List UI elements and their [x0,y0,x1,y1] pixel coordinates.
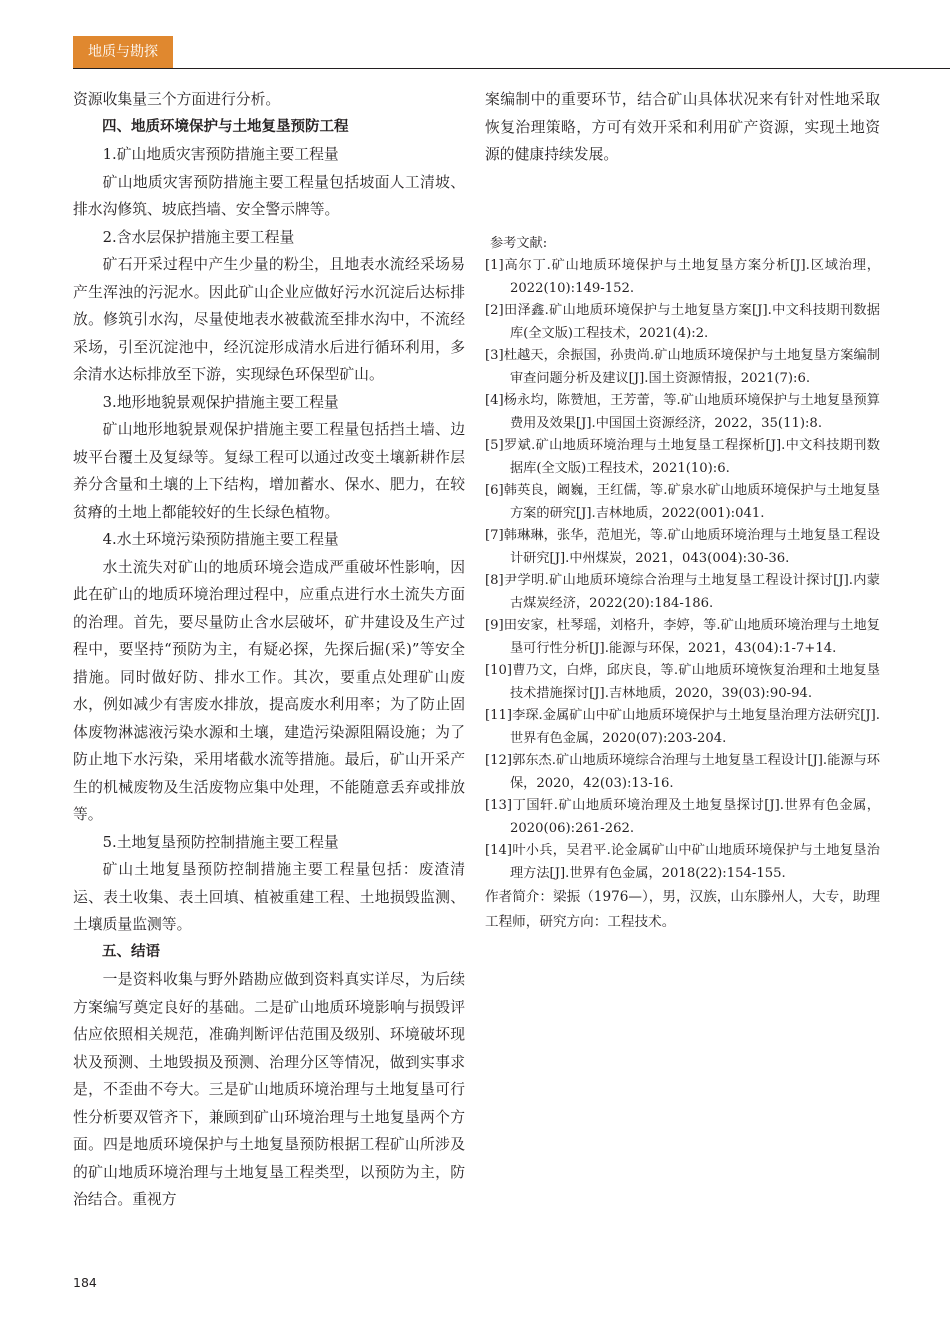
reference-item: [7]韩琳琳，张华，范旭光，等.矿山地质环境治理与土地复垦工程设计研究[J].中州煤炭，2021，043(004):30-36. [485,528,880,566]
reference-item: [9]田安家，杜琴瑶，刘格升，李婷，等.矿山地质环境治理与土地复垦可行性分析[J].能源与环保，2021，43(04):1-7+14. [485,618,880,656]
sub3-body: 矿山地形地貌景观保护措施主要工程量包括挡土墙、边坡平台覆土及复绿等。复绿工程可以通过改变土壤新耕作层养分含量和土壤的上下结构，增加蓄水、保水、肥力，在较贫瘠的土地上都能较好的生长绿色植物。 [73,421,465,521]
sub5-heading: 5.土地复垦预防控制措施主要工程量 [102,833,339,851]
reference-item: [3]杜越天，余振国，孙贵尚.矿山地质环境保护与土地复垦方案编制审查问题分析及建议[J].国土资源情报，2021(7):6. [485,348,880,386]
reference-item: [6]韩英良，阚巍，王红儒，等.矿泉水矿山地质环境保护与土地复垦方案的研究[J].吉林地质，2022(001):041. [485,483,880,521]
sub4-heading: 4.水土环境污染预防措施主要工程量 [102,531,339,548]
author-bio: 作者简介：梁振（1976—），男，汉族，山东滕州人，大专，助理工程师，研究方向：工程技术。 [485,889,880,930]
reference-item: [10]曹乃文，白烨，邱庆良，等.矿山地质环境恢复治理和土地复垦技术措施探讨[J].吉林地质，2020，39(03):90-94. [485,663,880,701]
references-section [485,233,880,886]
section5-heading: 五、结语 [102,943,160,960]
sub2-heading: 2.含水层保护措施主要工程量 [102,228,295,246]
reference-item: [12]郭东杰.矿山地质环境综合治理与土地复垦工程设计[J].能源与环保，2020，42(03):13-16. [485,753,880,791]
section4-heading: 四、地质环境保护与土地复垦预防工程 [102,118,349,135]
reference-item: [5]罗斌.矿山地质环境治理与土地复垦工程探析[J].中文科技期刊数据库(全文版)工程技术，2021(10):6. [485,438,880,476]
reference-item: [1]高尔丁.矿山地质环境保护与土地复垦方案分析[J].区域治理，2022(10):149-152. [485,258,880,296]
reference-item: [8]尹学明.矿山地质环境综合治理与土地复垦工程设计探讨[J].内蒙古煤炭经济，2022(20):184-186. [485,573,880,611]
sub2-body: 矿石开采过程中产生少量的粉尘，且地表水流经采场易产生浑浊的污泥水。因此矿山企业应做好污水沉淀后达标排放。修筑引水沟，尽量使地表水被截流至排水沟中，不流经采场，引至沉淀池中，经沉淀形成清水后进行循环利用，多余清水达标排放至下游，实现绿色环保型矿山。 [73,256,465,383]
right-column [485,86,880,934]
reference-item: [4]杨永均，陈赞旭，王芳蕾，等.矿山地质环境保护与土地复垦预算费用及效果[J].中国国土资源经济，2022，35(11):8. [485,393,880,431]
left-column [73,86,465,1214]
sub5-body: 矿山土地复垦预防控制措施主要工程量包括：废渣清运、表土收集、表土回填、植被重建工程、土地损毁监测、土壤质量监测等。 [73,861,465,933]
reference-item: [11]李琛.金属矿山中矿山地质环境保护与土地复垦治理方法研究[J].世界有色金属，2020(07):203-204. [485,708,880,746]
reference-item: [2]田泽鑫.矿山地质环境保护与土地复垦方案[J].中文科技期刊数据库(全文版)工程技术，2021(4):2. [485,303,880,341]
sub1-heading: 1.矿山地质灾害预防措施主要工程量 [102,146,339,163]
continuation-text: 案编制中的重要环节，结合矿山具体状况来有针对性地采取恢复治理策略，方可有效开采和利用矿产资源，实现土地资源的健康持续发展。 [485,91,880,163]
sub1-body: 矿山地质灾害预防措施主要工程量包括坡面人工清坡、排水沟修筑、坡底挡墙、安全警示牌等。 [73,173,465,218]
sub3-heading: 3.地形地貌景观保护措施主要工程量 [102,393,339,411]
section5-body: 一是资料收集与野外踏勘应做到资料真实详尽，为后续方案编写奠定良好的基础。二是矿山地质环境影响与损毁评估应依照相关规范，准确判断评估范围及级别、环境破坏现状及预测、土地毁损及预测、治理分区等情况，做到实事求是，不歪曲不夸大。三是矿山地质环境治理与土地复垦可行性分析要双管齐下，兼顾到矿山环境治理与土地复垦两个方面。四是地质环境保护与土地复垦预防根据工程矿山所涉及的矿山地质环境治理与土地复垦工程类型，以预防为主，防治结合。重视方 [73,971,465,1208]
sub4-body: 水土流失对矿山的地质环境会造成严重破坏性影响，因此在矿山的地质环境治理过程中，应重点进行水土流失方面的治理。首先，要尽量防止含水层破坏，矿井建设及生产过程中，要坚持“预防为主，有疑必探，先探后掘(采)”等安全措施。同时做好防、排水工作。其次，要重点处理矿山废水，例如减少有害废水排放，提高废水利用率；为了防止固体废物淋滤液污染水源和土壤，建造污染源阻隔设施；为了防止地下水污染，采用堵截水流等措施。最后，矿山开采产生的机械废物及生活废物应集中处理，不能随意丢弃或排放等。 [73,558,465,823]
section-tab: 地质与勘探 [73,36,173,69]
reference-item: [14]叶小兵，吴君平.论金属矿山中矿山地质环境保护与土地复垦治理方法[J].世界有色金属，2018(22):154-155. [485,843,880,881]
page-number: 184 [73,1275,97,1290]
references-title: 参考文献: [490,235,548,251]
header-divider [73,68,950,69]
reference-item: [13]丁国轩.矿山地质环境治理及土地复垦探讨[J].世界有色金属，2020(06):261-262. [485,798,880,836]
intro-tail: 资源收集量三个方面进行分析。 [73,91,281,108]
